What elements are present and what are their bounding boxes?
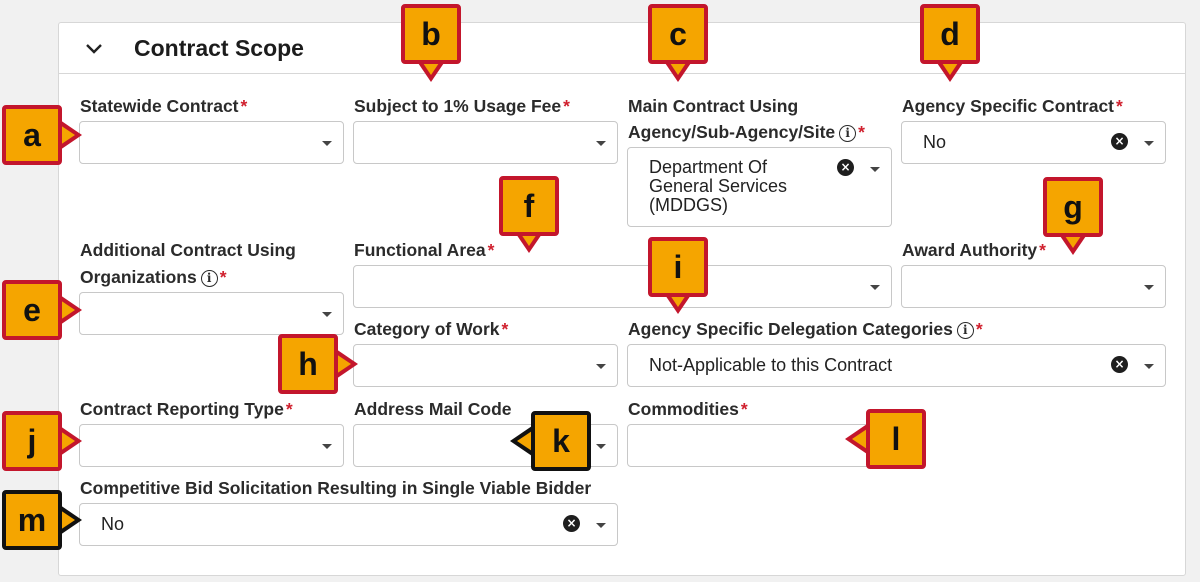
dropdown-caret-icon[interactable] [322,444,332,449]
statewide-contract-select[interactable] [79,121,344,164]
dropdown-caret-icon[interactable] [596,364,606,369]
dropdown-caret-icon[interactable] [596,523,606,528]
dropdown-caret-icon[interactable] [1144,141,1154,146]
required-marker: * [975,319,983,339]
usage-fee-select[interactable] [353,121,618,164]
dropdown-caret-icon[interactable] [1144,364,1154,369]
reporting-type-label: Contract Reporting Type * [80,399,293,419]
callout-g: g [1043,177,1103,237]
info-icon[interactable]: i [957,322,974,339]
dropdown-caret-icon[interactable] [870,285,880,290]
competitive-bid-value: No [101,514,125,534]
callout-l: l [866,409,926,469]
dropdown-caret-icon[interactable] [1144,285,1154,290]
required-marker: * [240,96,248,116]
category-of-work-label: Category of Work * [354,319,509,339]
required-marker: * [285,399,293,419]
required-marker: * [740,399,748,419]
panel-title: Contract Scope [134,35,304,61]
agency-specific-value: No [923,132,947,152]
usage-fee-label: Subject to 1% Usage Fee * [354,96,570,116]
main-contract-value: Department Of General Services (MDDGS) [649,157,788,215]
required-marker: * [858,122,865,142]
panel-header [59,23,1185,74]
clear-icon[interactable]: × [1111,356,1128,373]
main-contract-label-line1: Main Contract Using [628,96,799,116]
callout-b: b [401,4,461,64]
additional-orgs-select[interactable] [79,292,344,335]
callout-d: d [920,4,980,64]
clear-icon[interactable]: × [563,515,580,532]
required-marker: * [1039,240,1046,260]
additional-orgs-label-line2: Organizations i * [80,267,227,287]
required-marker: * [501,319,509,339]
callout-i: i [648,237,708,297]
required-marker: * [219,267,227,287]
callout-a-pointer-fill [60,125,75,145]
callout-a: a [2,105,62,165]
reporting-type-select[interactable] [79,424,344,467]
required-marker: * [563,96,570,116]
callout-k-pointer-fill [517,431,532,451]
callout-j: j [2,411,62,471]
delegation-categories-select[interactable] [627,344,1166,387]
commodities-label: Commodities * [628,399,748,419]
callout-c: c [648,4,708,64]
required-marker: * [1116,96,1123,116]
agency-specific-select[interactable] [901,121,1166,164]
callout-h: h [278,334,338,394]
required-marker: * [487,240,495,260]
callout-l-pointer-fill [852,429,867,449]
delegation-categories-value: Not-Applicable to this Contract [649,355,893,375]
category-of-work-select[interactable] [353,344,618,387]
dropdown-caret-icon[interactable] [596,141,606,146]
award-authority-select[interactable] [901,265,1166,308]
callout-e: e [2,280,62,340]
clear-icon[interactable]: × [837,159,854,176]
address-mail-code-label: Address Mail Code [354,399,512,419]
competitive-bid-label: Competitive Bid Solicitation Resulting in Single Viable Bidder [80,478,592,498]
clear-icon[interactable]: × [1111,133,1128,150]
chevron-down-icon[interactable] [83,37,105,59]
callout-h-pointer-fill [336,354,351,374]
callout-m: m [2,490,62,550]
callout-e-pointer-fill [60,300,75,320]
main-contract-label-line2: Agency/Sub-Agency/Site i * [628,122,865,142]
dropdown-caret-icon[interactable] [322,312,332,317]
callout-m-pointer-fill [60,510,75,530]
callout-k: k [531,411,591,471]
functional-area-label: Functional Area * [354,240,495,260]
agency-specific-label: Agency Specific Contract * [902,96,1123,116]
info-icon[interactable]: i [201,270,218,287]
main-contract-select[interactable] [627,147,892,227]
callout-j-pointer-fill [60,431,75,451]
dropdown-caret-icon[interactable] [596,444,606,449]
additional-orgs-label-line1: Additional Contract Using [80,240,296,260]
award-authority-label: Award Authority * [902,240,1046,260]
callout-f: f [499,176,559,236]
info-icon[interactable]: i [839,125,856,142]
functional-area-select[interactable] [353,265,892,308]
statewide-contract-label: Statewide Contract * [80,96,248,116]
dropdown-caret-icon[interactable] [870,167,880,172]
delegation-categories-label: Agency Specific Delegation Categories i * [628,319,983,339]
dropdown-caret-icon[interactable] [322,141,332,146]
competitive-bid-select[interactable] [79,503,618,546]
